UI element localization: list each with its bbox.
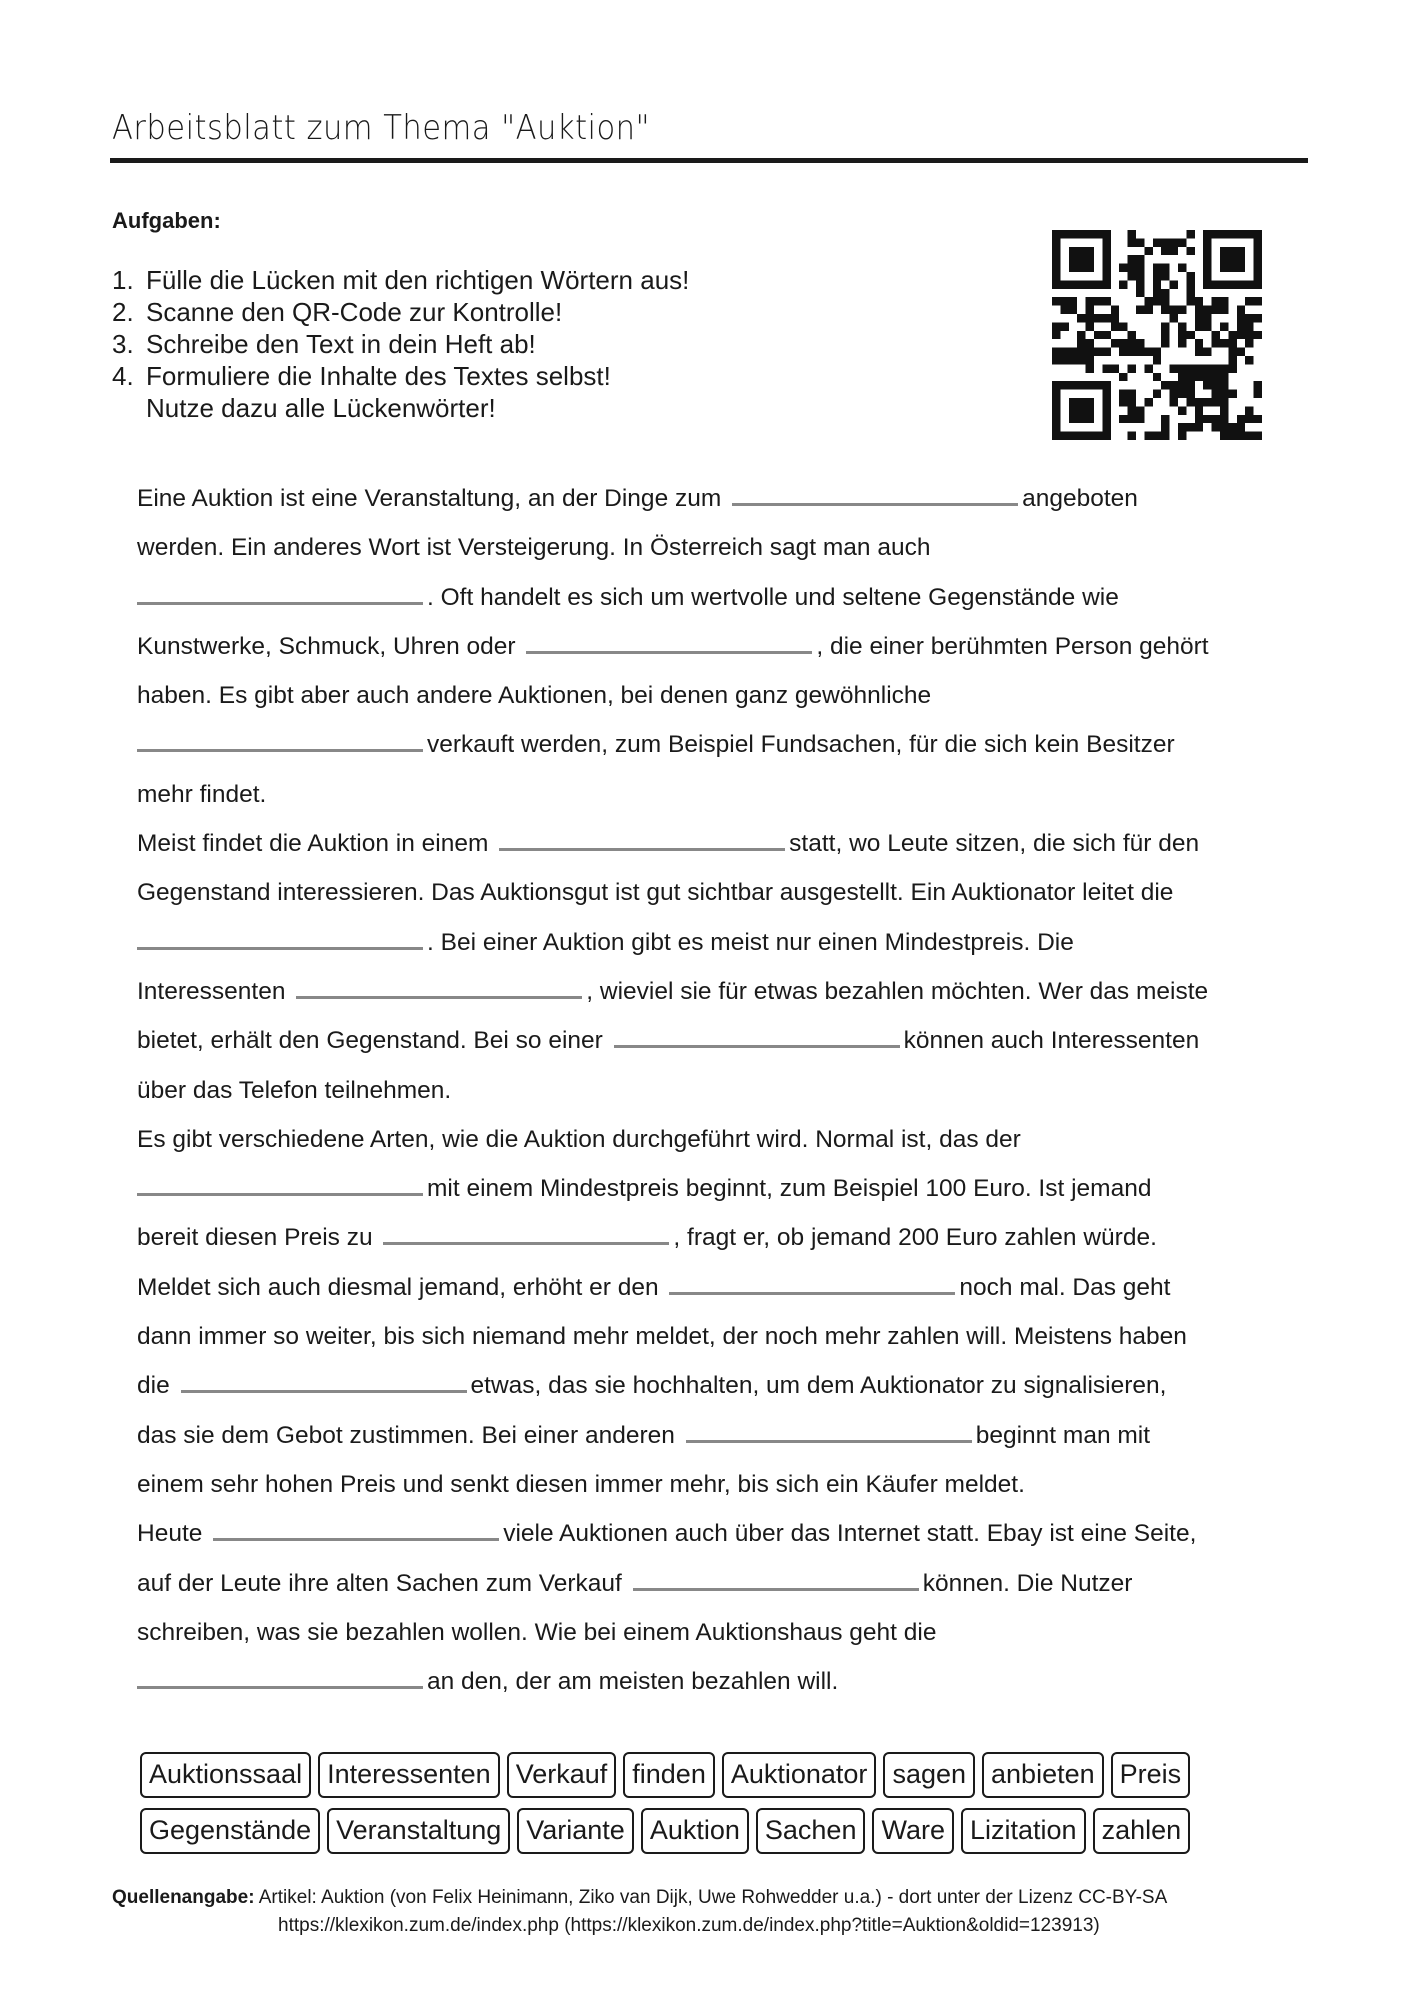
- text-line: [137, 622, 1297, 671]
- text-line: [137, 1657, 1297, 1706]
- blank-field[interactable]: [181, 1370, 467, 1393]
- text-segment: einem sehr hohen Preis und senkt diesen immer mehr, bis sich ein Käufer meldet.: [137, 1470, 1025, 1498]
- text-segment: können. Die Nutzer: [922, 1569, 1133, 1597]
- text-line: [137, 1263, 1297, 1312]
- blank-field[interactable]: [137, 927, 423, 950]
- task-number: 1.: [112, 265, 134, 295]
- text-line: [137, 671, 1297, 720]
- text-line: [137, 1066, 1297, 1115]
- text-line: [137, 967, 1297, 1016]
- text-line: [137, 1460, 1297, 1509]
- text-line: [137, 918, 1297, 967]
- blank-field[interactable]: [137, 1173, 423, 1196]
- text-line: [137, 1411, 1297, 1460]
- blank-field[interactable]: [526, 631, 812, 654]
- text-segment: können auch Interessenten: [903, 1027, 1200, 1055]
- task-number: 2.: [112, 297, 134, 327]
- word-chip[interactable]: finden: [623, 1752, 715, 1798]
- task-item: [112, 264, 689, 296]
- word-chip[interactable]: Auktionssaal: [140, 1752, 311, 1798]
- text-segment: auf der Leute ihre alten Sachen zum Verkauf: [137, 1569, 629, 1597]
- text-segment: Meist findet die Auktion in einem: [137, 830, 496, 858]
- source-line-2[interactable]: https://klexikon.zum.de/index.php (https://klexikon.zum.de/index.php?title=Auktion&oldid=123913): [278, 1915, 1100, 1936]
- blank-field[interactable]: [499, 828, 785, 851]
- text-segment: werden. Ein anderes Wort ist Versteigerung. In Österreich sagt man auch: [137, 534, 931, 562]
- text-segment: statt, wo Leute sitzen, die sich für den: [789, 830, 1200, 858]
- blank-field[interactable]: [633, 1568, 919, 1591]
- text-segment: noch mal. Das geht: [959, 1273, 1171, 1301]
- text-segment: . Oft handelt es sich um wertvolle und seltene Gegenstände wie: [427, 583, 1119, 611]
- tasks-heading: Aufgaben:: [112, 208, 221, 233]
- task-text: Formuliere die Inhalte des Textes selbst!: [146, 361, 611, 391]
- word-chip[interactable]: Veranstaltung: [327, 1808, 510, 1854]
- text-segment: mehr findet.: [137, 780, 267, 808]
- text-segment: Interessenten: [137, 977, 293, 1005]
- text-line: [137, 1608, 1297, 1657]
- task-text: Scanne den QR-Code zur Kontrolle!: [146, 297, 563, 327]
- task-list: [112, 264, 689, 424]
- word-chip[interactable]: Auktion: [641, 1808, 749, 1854]
- text-segment: haben. Es gibt aber auch andere Auktionen, bei denen ganz gewöhnliche: [137, 682, 932, 710]
- word-chip[interactable]: Verkauf: [507, 1752, 617, 1798]
- text-line: [137, 573, 1297, 622]
- word-bank-row: [140, 1808, 1270, 1854]
- task-text: Fülle die Lücken mit den richtigen Wörtern aus!: [146, 265, 690, 295]
- task-item: [112, 392, 689, 424]
- task-text: Schreibe den Text in dein Heft ab!: [146, 329, 536, 359]
- text-segment: über das Telefon teilnehmen.: [137, 1076, 452, 1104]
- qr-code[interactable]: [1052, 230, 1262, 440]
- text-segment: an den, der am meisten bezahlen will.: [427, 1668, 839, 1696]
- task-item: [112, 328, 689, 360]
- text-line: [137, 1509, 1297, 1558]
- text-line: [137, 1361, 1297, 1410]
- source-note: [112, 1884, 1332, 1940]
- blank-field[interactable]: [296, 976, 582, 999]
- text-segment: , die einer berühmten Person gehört: [816, 632, 1209, 660]
- text-segment: etwas, das sie hochhalten, um dem Auktionator zu signalisieren,: [470, 1372, 1167, 1400]
- text-line: [137, 720, 1297, 769]
- word-chip[interactable]: Lizitation: [961, 1808, 1086, 1854]
- text-line: [137, 1559, 1297, 1608]
- task-item: [112, 360, 689, 392]
- text-line: [137, 474, 1297, 523]
- text-line: [137, 1312, 1297, 1361]
- blank-field[interactable]: [213, 1518, 499, 1541]
- word-chip[interactable]: Gegenstände: [140, 1808, 320, 1854]
- blank-field[interactable]: [732, 483, 1018, 506]
- text-segment: mit einem Mindestpreis beginnt, zum Beispiel 100 Euro. Ist jemand: [427, 1175, 1152, 1203]
- text-segment: Heute: [137, 1520, 210, 1548]
- text-segment: bereit diesen Preis zu: [137, 1224, 380, 1252]
- task-number: 3.: [112, 329, 134, 359]
- task-text: Nutze dazu alle Lückenwörter!: [146, 393, 496, 423]
- text-line: [137, 819, 1297, 868]
- text-segment: schreiben, was sie bezahlen wollen. Wie bei einem Auktionshaus geht die: [137, 1618, 937, 1646]
- word-chip[interactable]: sagen: [883, 1752, 975, 1798]
- text-segment: Kunstwerke, Schmuck, Uhren oder: [137, 632, 523, 660]
- word-chip[interactable]: Ware: [872, 1808, 954, 1854]
- word-chip[interactable]: Sachen: [756, 1808, 866, 1854]
- text-line: [137, 1016, 1297, 1065]
- task-number: 4.: [112, 361, 134, 391]
- page-title: Arbeitsblatt zum Thema "Auktion": [112, 108, 651, 148]
- word-chip[interactable]: anbieten: [982, 1752, 1104, 1798]
- text-segment: , fragt er, ob jemand 200 Euro zahlen würde.: [673, 1224, 1157, 1252]
- text-line: [137, 1115, 1297, 1164]
- text-line: [137, 770, 1297, 819]
- title-divider: [110, 158, 1308, 163]
- text-segment: bietet, erhält den Gegenstand. Bei so einer: [137, 1027, 610, 1055]
- blank-field[interactable]: [137, 729, 423, 752]
- word-chip[interactable]: Auktionator: [722, 1752, 877, 1798]
- text-segment: dann immer so weiter, bis sich niemand mehr meldet, der noch mehr zahlen will. Meistens haben: [137, 1323, 1187, 1351]
- text-line: [137, 868, 1297, 917]
- blank-field[interactable]: [383, 1222, 669, 1245]
- blank-field[interactable]: [137, 582, 423, 605]
- text-segment: viele Auktionen auch über das Internet statt. Ebay ist eine Seite,: [503, 1520, 1197, 1548]
- word-chip[interactable]: Variante: [517, 1808, 634, 1854]
- text-segment: Meldet sich auch diesmal jemand, erhöht er den: [137, 1273, 666, 1301]
- word-chip[interactable]: Interessenten: [318, 1752, 500, 1798]
- text-segment: verkauft werden, zum Beispiel Fundsachen, für die sich kein Besitzer: [427, 731, 1175, 759]
- source-line-1: Artikel: Auktion (von Felix Heinimann, Ziko van Dijk, Uwe Rohwedder u.a.) - dort unter der Lizenz CC-BY-SA: [254, 1887, 1168, 1908]
- blank-field[interactable]: [614, 1025, 900, 1048]
- blank-field[interactable]: [669, 1272, 955, 1295]
- word-bank-row: [140, 1752, 1270, 1798]
- word-chip[interactable]: zahlen: [1093, 1808, 1191, 1854]
- task-item: [112, 296, 689, 328]
- text-line: [137, 523, 1297, 572]
- text-segment: die: [137, 1372, 177, 1400]
- text-segment: . Bei einer Auktion gibt es meist nur einen Mindestpreis. Die: [427, 928, 1074, 956]
- word-chip[interactable]: Preis: [1111, 1752, 1191, 1798]
- cloze-text: [137, 474, 1297, 1706]
- text-segment: Eine Auktion ist eine Veranstaltung, an der Dinge zum: [137, 485, 729, 512]
- word-bank: [140, 1752, 1270, 1864]
- text-segment: Gegenstand interessieren. Das Auktionsgut ist gut sichtbar ausgestellt. Ein Auktionator leitet die: [137, 879, 1174, 907]
- source-label: Quellenangabe:: [112, 1887, 255, 1908]
- text-segment: Es gibt verschiedene Arten, wie die Auktion durchgeführt wird. Normal ist, das der: [137, 1125, 1021, 1153]
- text-segment: , wieviel sie für etwas bezahlen möchten. Wer das meiste: [586, 977, 1209, 1005]
- text-segment: beginnt man mit: [975, 1421, 1151, 1449]
- text-line: [137, 1164, 1297, 1213]
- text-segment: das sie dem Gebot zustimmen. Bei einer anderen: [137, 1421, 682, 1449]
- blank-field[interactable]: [686, 1420, 972, 1443]
- blank-field[interactable]: [137, 1666, 423, 1689]
- text-line: [137, 1213, 1297, 1262]
- text-segment: angeboten: [1022, 485, 1138, 512]
